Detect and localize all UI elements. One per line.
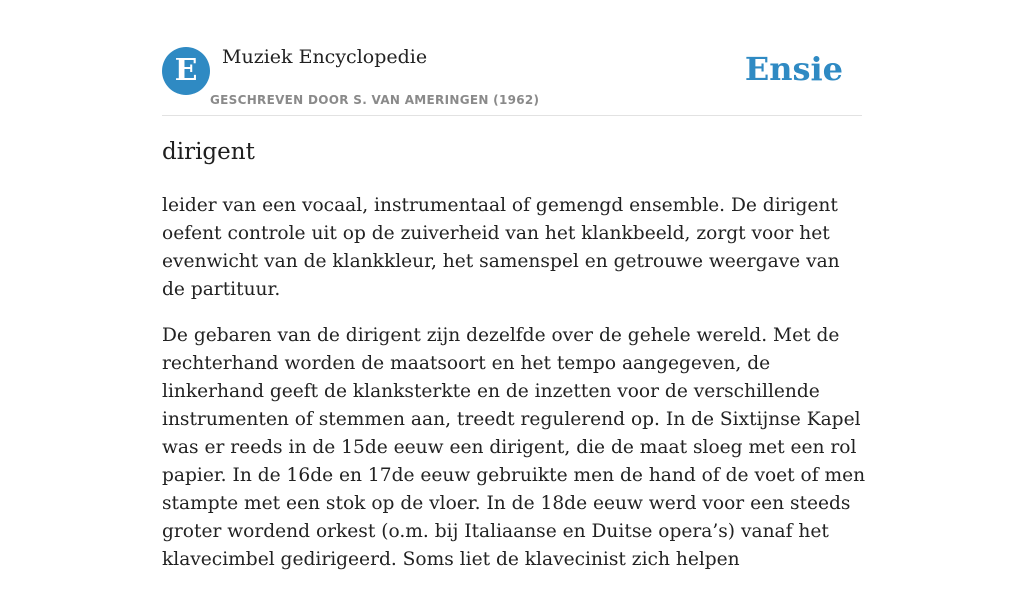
article-title: dirigent — [162, 139, 255, 165]
site-logo[interactable]: E — [162, 47, 210, 95]
site-title-link[interactable]: Muziek Encyclopedie — [222, 46, 428, 68]
article-body — [162, 192, 867, 592]
author-byline: GESCHREVEN DOOR S. VAN AMERINGEN (1962) — [210, 93, 540, 107]
article-paragraph-2: De gebaren van de dirigent zijn dezelfde over de gehele wereld. Met de rechterhand worden de maatsoort en het tempo aangegeven, de linkerhand geeft de klanksterkte en de inzetten voor de verschillende instrumenten of stemmen aan, treedt regulerend op. In de Sixtijnse Kapel was er reeds in de 15de eeuw een dirigent, die de maat sloeg met een rol papier. In de 16de en 17de eeuw gebruikte men de hand of de voet of men stampte met een stok op de vloer. In de 18de eeuw werd voor een steeds groter wordend orkest (o.m. bij Italiaanse en Duitse opera’s) vanaf het klavecimbel gedirigeerd. Soms liet de klavecinist zich helpen — [162, 325, 866, 570]
brand-logo-link[interactable]: Ensie — [744, 50, 843, 88]
site-header — [162, 40, 862, 116]
article-paragraph-1: leider van een vocaal, instrumentaal of gemengd ensemble. De dirigent oefent controle uit op de zuiverheid van het klankbeeld, zorgt voor het evenwicht van de klankkleur, het samenspel en getrouwe weergave van de partituur. — [162, 195, 840, 300]
